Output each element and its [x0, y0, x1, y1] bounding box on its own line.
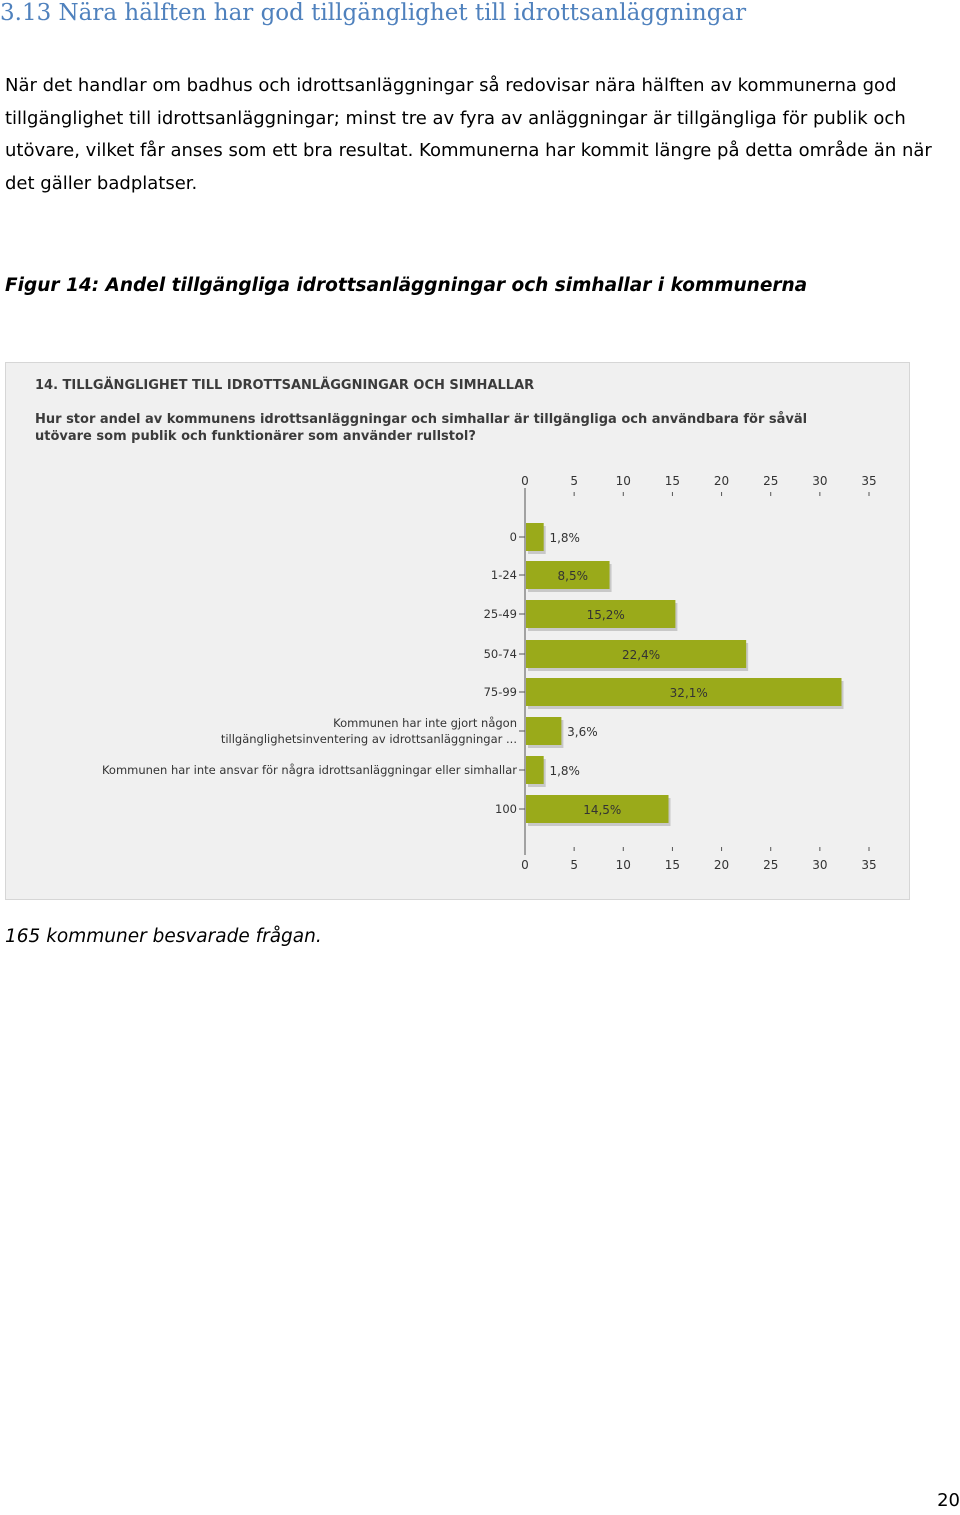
x-tick-label-bottom: 15: [664, 858, 681, 872]
x-tick-label-bottom: 25: [763, 858, 779, 872]
bar-chart: [6, 363, 909, 899]
figure-caption: Figur 14: Andel tillgängliga idrottsanläggningar och simhallar i kommunerna: [5, 275, 808, 296]
category-label: Kommunen har inte ansvar för några idrottsanläggningar eller simhallar: [101, 763, 517, 777]
chart-title: 14. TILLGÄNGLIGHET TILL IDROTTSANLÄGGNINGAR OCH SIMHALLAR: [35, 378, 535, 393]
x-tick-label-top: 25: [763, 474, 779, 488]
bar: [526, 523, 544, 551]
category-label: 25-49: [483, 607, 517, 621]
data-label: 3,6%: [567, 725, 598, 739]
x-tick-label-bottom: 35: [861, 858, 877, 872]
x-tick-label-bottom: 30: [812, 858, 828, 872]
x-tick-label-bottom: 20: [713, 858, 730, 872]
data-label: 15,2%: [586, 608, 625, 622]
x-tick-label-top: 35: [861, 474, 877, 488]
category-label: 0: [509, 530, 517, 544]
data-label: 1,8%: [549, 531, 580, 545]
bar: [526, 717, 561, 745]
category-label: 100: [495, 802, 517, 816]
data-label: 1,8%: [549, 764, 580, 778]
x-tick-label-bottom: 5: [570, 858, 578, 872]
category-label: Kommunen har inte gjort någon: [333, 716, 517, 730]
footnote: 165 kommuner besvarade frågan.: [5, 926, 322, 947]
chart-panel: [5, 362, 910, 900]
category-label: 50-74: [483, 647, 517, 661]
x-tick-label-top: 5: [570, 474, 578, 488]
page-number: 20: [937, 1490, 960, 1511]
section-heading: 3.13 Nära hälften har god tillgänglighet till idrottsanläggningar: [0, 0, 747, 26]
category-label: tillgänglighetsinventering av idrottsanläggningar ...: [220, 732, 517, 746]
data-label: 32,1%: [669, 686, 708, 700]
x-tick-label-bottom: 0: [521, 858, 529, 872]
data-label: 22,4%: [622, 648, 661, 662]
x-tick-label-top: 10: [615, 474, 631, 488]
category-label: 1-24: [490, 568, 517, 582]
body-paragraph: När det handlar om badhus och idrottsanläggningar så redovisar nära hälften av kommunerna god tillgänglighet till idrottsanläggningar; minst tre av fyra av anläggningar är tillgängliga för publik och utövare, vilket får anses som ett bra resultat. Kommunerna har kommit längre på detta område än när det gäller badplatser.: [5, 75, 932, 194]
data-label: 8,5%: [557, 569, 589, 583]
chart-subtitle: Hur stor andel av kommunens idrottsanläggningar och simhallar är tillgängliga och användbara för såväl utövare som publik och funktionärer som använder rullstol?: [35, 412, 808, 444]
x-tick-label-top: 0: [521, 474, 529, 488]
data-label: 14,5%: [583, 803, 622, 817]
x-tick-label-top: 20: [713, 474, 730, 488]
bar: [526, 756, 544, 784]
category-label: 75-99: [483, 685, 517, 699]
x-tick-label-top: 30: [812, 474, 828, 488]
x-tick-label-top: 15: [664, 474, 681, 488]
x-tick-label-bottom: 10: [615, 858, 631, 872]
